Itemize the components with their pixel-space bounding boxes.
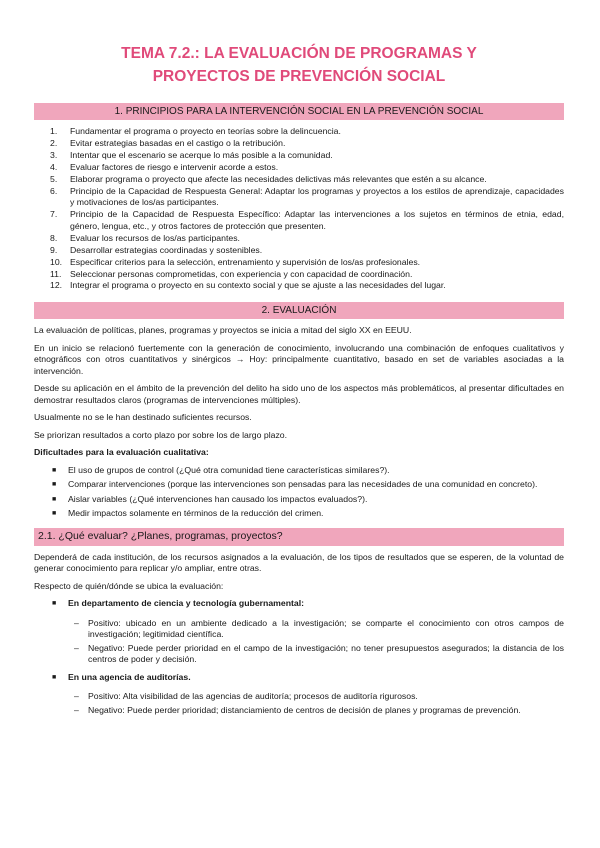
item-text: Comparar intervenciones (porque las intervenciones son pensadas para las necesidades de una comunidad en concreto). — [68, 479, 538, 490]
item-text: Evitar estrategias basadas en el castigo o la retribución. — [70, 137, 286, 148]
item-number: 12. — [50, 280, 63, 291]
square-bullet-icon: ■ — [52, 466, 57, 474]
item-text: Negativo: Puede perder prioridad en el campo de la investigación; no tener presupuestos asegurados; la distancia de los centros de poder y decisión. — [88, 642, 564, 665]
paragraph: Respecto de quién/dónde se ubica la evaluación: — [34, 580, 224, 591]
document-title: TEMA 7.2.: LA EVALUACIÓN DE PROGRAMAS Y PROYECTOS DE PREVENCIÓN SOCIAL — [121, 45, 477, 86]
list-item — [74, 705, 564, 716]
item-text: Desarrollar estrategias coordinadas y sostenibles. — [70, 244, 263, 255]
difficulties-list — [34, 465, 564, 521]
list-item — [50, 186, 564, 209]
item-number: 2. — [50, 137, 58, 148]
item-text: Fundamentar el programa o proyecto en teorías sobre la delincuencia. — [70, 125, 341, 136]
item-number: 7. — [50, 209, 58, 220]
item-text: El uso de grupos de control (¿Qué otra comunidad tiene características similares?). — [68, 464, 390, 475]
list-item — [52, 465, 564, 478]
paragraph: Dependerá de cada institución, de los recursos asignados a la evaluación, de los tipos de resultados que se esperen, de la voluntad de generar conocimiento para replicar y/o ampliar, entre otras. — [34, 551, 564, 574]
list-item — [74, 618, 564, 641]
dash-bullet-icon: – — [74, 704, 79, 715]
group-title: En departamento de ciencia y tecnología gubernamental: — [68, 598, 305, 609]
list-item — [50, 280, 564, 291]
sub-list — [34, 691, 564, 716]
list-item — [52, 508, 564, 521]
dash-bullet-icon: – — [74, 617, 79, 628]
difficulties-title: Dificultades para la evaluación cualitativa: — [34, 447, 209, 458]
item-number: 1. — [50, 125, 58, 136]
list-item — [50, 269, 564, 280]
list-item — [52, 598, 564, 611]
item-text: Integrar el programa o proyecto en su contexto social y que se ajuste a las necesidades del lugar. — [70, 280, 446, 291]
item-number: 3. — [50, 149, 58, 160]
section-1-heading: 1. PRINCIPIOS PARA LA INTERVENCIÓN SOCIAL EN LA PREVENCIÓN SOCIAL — [34, 103, 564, 120]
section-2-heading: 2. EVALUACIÓN — [34, 302, 564, 319]
item-number: 6. — [50, 185, 58, 196]
list-item — [52, 672, 564, 685]
list-item — [50, 174, 564, 185]
item-text: Evaluar los recursos de los/as participantes. — [70, 232, 240, 243]
item-text: Principio de la Capacidad de Respuesta Específico: Adaptar las intervenciones a los sujetos en términos de etnia, edad, género, lengua, etc., y otros factores de protección que presenten. — [70, 209, 564, 231]
item-text: Positivo: ubicado en un ambiente dedicado a la investigación; se comparte el conocimiento con otros campos de investigación; legitimidad científica. — [88, 617, 564, 640]
item-number: 9. — [50, 244, 58, 255]
list-item — [50, 138, 564, 149]
list-item — [50, 257, 564, 268]
sub-list — [34, 618, 564, 666]
evaluation-location-list — [34, 598, 564, 611]
item-text: Evaluar factores de riesgo e intervenir acorde a estos. — [70, 161, 279, 172]
dash-bullet-icon: – — [74, 642, 79, 653]
principles-list — [34, 126, 564, 292]
list-item — [52, 479, 564, 492]
item-number: 10. — [50, 256, 63, 267]
paragraph: En un inicio se relacionó fuertemente con la generación de conocimiento, involucrando una combinación de enfoques cualitativos y etnográficos con otros cuantitativos y sinérgicos → Hoy: principalmente cuantitativo, basado en set de variables asociadas a la intervención. — [34, 342, 564, 376]
item-text: Especificar criterios para la selección, entrenamiento y supervisión de los/as profesionales. — [70, 256, 421, 267]
paragraph: Desde su aplicación en el ámbito de la prevención del delito ha sido uno de los aspectos más problemáticos, al presentar dificultades en demostrar resultados claros (programas de intervenciones múltiples). — [34, 383, 564, 405]
square-bullet-icon: ■ — [52, 495, 57, 503]
item-text: Negativo: Puede perder prioridad; distanciamiento de centros de decisión de planes y programas de prevención. — [88, 704, 521, 715]
list-item — [50, 209, 564, 232]
item-text: Elaborar programa o proyecto que afecte las necesidades delictivas más relevantes que estén a su alcance. — [70, 173, 487, 184]
list-item — [74, 643, 564, 666]
list-item — [74, 691, 564, 702]
item-number: 4. — [50, 161, 58, 172]
item-text: Seleccionar personas comprometidas, con experiencia y con capacidad de coordinación. — [70, 268, 413, 279]
list-item — [50, 162, 564, 173]
paragraph: Se priorizan resultados a corto plazo por sobre los de largo plazo. — [34, 429, 288, 440]
paragraph: La evaluación de políticas, planes, programas y proyectos se inicia a mitad del siglo XX en EEUU. — [34, 325, 412, 336]
list-item — [50, 245, 564, 256]
list-item — [52, 494, 564, 507]
list-item — [50, 150, 564, 161]
item-text: Aislar variables (¿Qué intervenciones han causado los impactos evaluados?). — [68, 493, 368, 504]
item-number: 11. — [50, 268, 62, 279]
square-bullet-icon: ■ — [52, 481, 57, 489]
item-number: 5. — [50, 173, 58, 184]
dash-bullet-icon: – — [74, 691, 79, 702]
section-2-1-heading: 2.1. ¿Qué evaluar? ¿Planes, programas, proyectos? — [34, 528, 564, 546]
list-item — [50, 126, 564, 137]
item-text: Positivo: Alta visibilidad de las agencias de auditoría; procesos de auditoría rigurosos. — [88, 691, 418, 702]
item-text: Intentar que el escenario se acerque lo más posible a la comunidad. — [70, 149, 333, 160]
item-number: 8. — [50, 232, 58, 243]
list-item — [50, 233, 564, 244]
square-bullet-icon: ■ — [52, 510, 57, 518]
item-text: Principio de la Capacidad de Respuesta General: Adaptar los programas y proyectos a los estilos de aprendizaje, capacidades y motivaciones de los/as participantes. — [70, 185, 564, 208]
evaluation-location-list — [34, 672, 564, 685]
square-bullet-icon: ■ — [52, 673, 57, 681]
paragraph: Usualmente no se le han destinado suficientes recursos. — [34, 412, 252, 423]
group-title: En una agencia de auditorías. — [68, 671, 191, 682]
item-text: Medir impactos solamente en términos de la reducción del crimen. — [68, 508, 324, 519]
square-bullet-icon: ■ — [52, 600, 57, 608]
